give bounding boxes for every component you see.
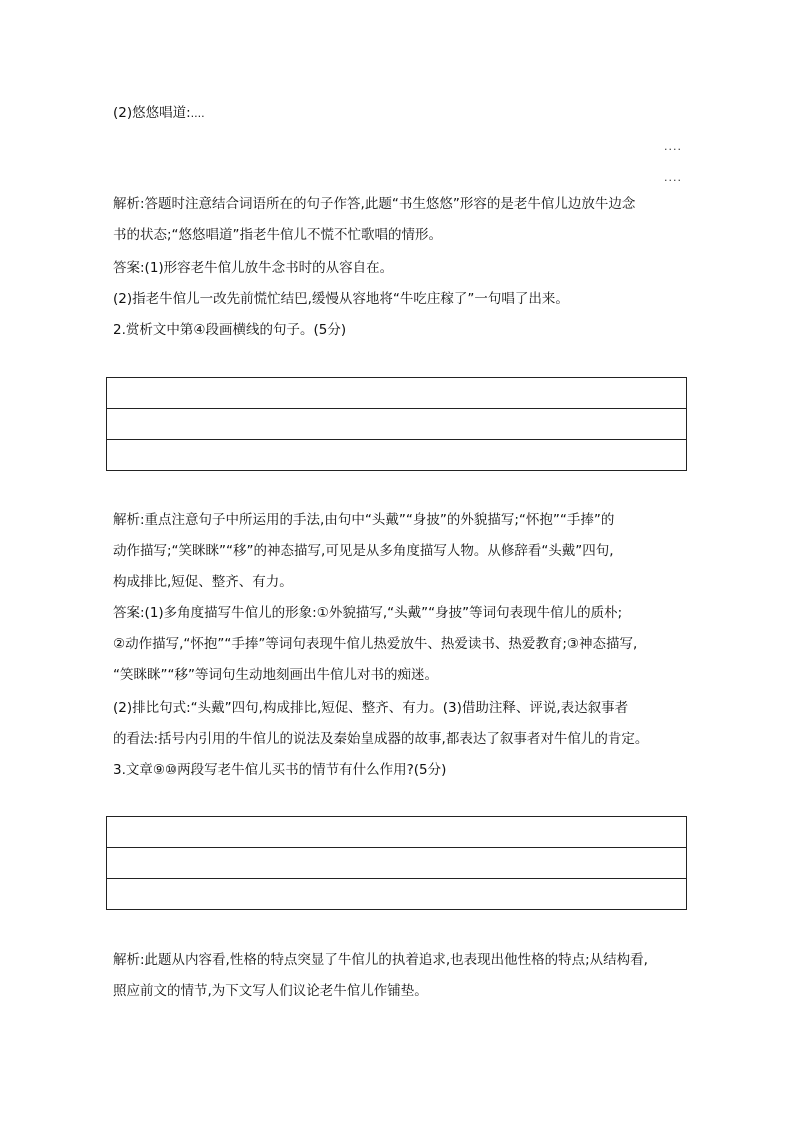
- answer-row[interactable]: [107, 440, 687, 471]
- q2-analysis-line-3: 构成排比,短促、整齐、有力。: [113, 574, 293, 590]
- q1-item-2: [113, 104, 205, 123]
- q2-answer-line-3: “笑眯眯”“移”等词句生动地刻画出牛倌儿对书的痴迷。: [113, 667, 438, 683]
- answer-row[interactable]: [107, 848, 687, 879]
- q1-analysis-line-1: 解析:答题时注意结合词语所在的句子作答,此题“书生悠悠”形容的是老牛倌儿边放牛边念: [113, 196, 636, 212]
- q2-analysis-line-2: 动作描写;“笑眯眯”“移”的神态描写,可见是从多角度描写人物。从修辞看“头戴”四句,: [113, 543, 614, 559]
- answer-cell[interactable]: [107, 879, 687, 910]
- q3-answer-box[interactable]: [106, 816, 687, 910]
- q1-item-2-label: (2)悠悠唱道:: [113, 105, 191, 121]
- answer-cell[interactable]: [107, 440, 687, 471]
- q1-answer-line-2: (2)指老牛倌儿一改先前慌忙结巴,缓慢从容地将“牛吃庄稼了”一句唱了出来。: [113, 291, 569, 307]
- answer-row[interactable]: [107, 817, 687, 848]
- q3-analysis-line-1: 解析:此题从内容看,性格的特点突显了牛倌儿的执着追求,也表现出他性格的特点;从结构看,: [113, 952, 648, 968]
- q1-analysis-line-2: 书的状态;“悠悠唱道”指老牛倌儿不慌不忙歌唱的情形。: [113, 227, 443, 243]
- answer-cell[interactable]: [107, 817, 687, 848]
- q2-answer-line-5: 的看法:括号内引用的牛倌儿的说法及秦始皇成器的故事,都表达了叙事者对牛倌儿的肯定。: [113, 731, 649, 747]
- answer-row[interactable]: [107, 409, 687, 440]
- q1-item-2-blank: ....: [190, 107, 205, 120]
- q1-answer-line-1: 答案:(1)形容老牛倌儿放牛念书时的从容自在。: [113, 260, 394, 276]
- q2-answer-line-4: (2)排比句式:“头戴”四句,构成排比,短促、整齐、有力。(3)借助注释、评说,表达叙事者: [113, 700, 629, 716]
- blank-line-2: ....: [664, 171, 682, 184]
- blank-line-1: ....: [664, 140, 682, 153]
- q2-title: 2.赏析文中第④段画横线的句子。(5分): [113, 322, 347, 338]
- q2-answer-line-1: 答案:(1)多角度描写牛倌儿的形象:①外貌描写,“头戴”“身披”等词句表现牛倌儿的质朴;: [113, 605, 623, 621]
- q2-analysis-line-1: 解析:重点注意句子中所运用的手法,由句中“头戴”“身披”的外貌描写;“怀抱”“手捧”的: [113, 512, 615, 528]
- answer-cell[interactable]: [107, 409, 687, 440]
- answer-row[interactable]: [107, 378, 687, 409]
- answer-cell[interactable]: [107, 848, 687, 879]
- answer-row[interactable]: [107, 879, 687, 910]
- q3-title: 3.文章⑨⑩两段写老牛倌儿买书的情节有什么作用?(5分): [113, 762, 447, 778]
- q3-analysis-line-2: 照应前文的情节,为下文写人们议论老牛倌儿作铺垫。: [113, 983, 428, 999]
- answer-cell[interactable]: [107, 378, 687, 409]
- q2-answer-line-2: ②动作描写,“怀抱”“手捧”等词句表现牛倌儿热爱放牛、热爱读书、热爱教育;③神态描写,: [113, 636, 638, 652]
- q2-answer-box[interactable]: [106, 377, 687, 471]
